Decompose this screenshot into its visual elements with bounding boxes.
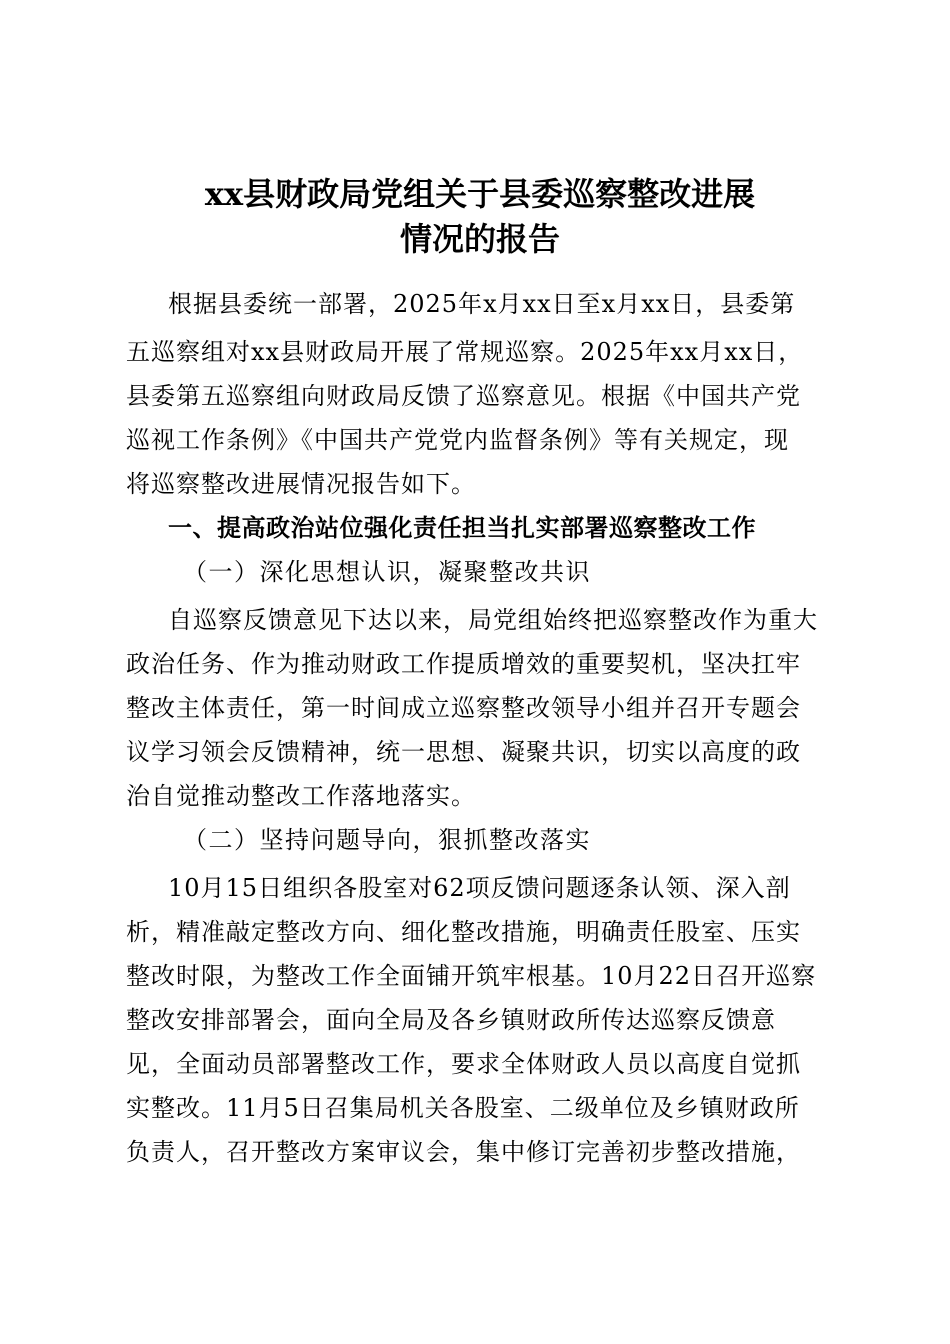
document-title-line-1: xx县财政局党组关于县委巡察整改进展 — [204, 175, 756, 213]
paragraph-line: 10月15日组织各股室对62项反馈问题逐条认领、深入剖 — [168, 874, 791, 902]
subsection-heading: （二）坚持问题导向，狠抓整改落实 — [183, 826, 591, 854]
subsection-heading: （一）深化思想认识，凝聚整改共识 — [183, 558, 591, 586]
paragraph-line: 整改主体责任，第一时间成立巡察整改领导小组并召开专题会 — [126, 694, 801, 722]
paragraph-line: 议学习领会反馈精神，统一思想、凝聚共识，切实以高度的政 — [126, 738, 801, 766]
intro-paragraph-line: 巡视工作条例》《中国共产党党内监督条例》等有关规定，现 — [126, 426, 789, 454]
paragraph-line: 整改安排部署会，面向全局及各乡镇财政所传达巡察反馈意 — [126, 1006, 776, 1034]
intro-paragraph-line: 将巡察整改进展情况报告如下。 — [126, 470, 476, 498]
paragraph-line: 政治任务、作为推动财政工作提质增效的重要契机，坚决扛牢 — [126, 650, 801, 678]
intro-paragraph-line: 五巡察组对xx县财政局开展了常规巡察。2025年xx月xx日， — [126, 338, 804, 366]
paragraph-line: 实整改。11月5日召集局机关各股室、二级单位及乡镇财政所 — [126, 1094, 800, 1122]
section-heading: 一、提高政治站位强化责任担当扎实部署巡察整改工作 — [168, 513, 756, 542]
intro-paragraph-line: 根据县委统一部署，2025年x月xx日至x月xx日，县委第 — [168, 290, 796, 318]
intro-paragraph-line: 县委第五巡察组向财政局反馈了巡察意见。根据《中国共产党 — [126, 382, 801, 410]
paragraph-line: 自巡察反馈意见下达以来，局党组始终把巡察整改作为重大 — [168, 606, 818, 634]
paragraph-line: 见，全面动员部署整改工作，要求全体财政人员以高度自觉抓 — [126, 1050, 801, 1078]
paragraph-line: 负责人，召开整改方案审议会，集中修订完善初步整改措施， — [126, 1138, 801, 1166]
paragraph-line: 整改时限，为整改工作全面铺开筑牢根基。10月22日召开巡察 — [126, 962, 817, 990]
paragraph-line: 治自觉推动整改工作落地落实。 — [126, 782, 476, 810]
document-title-line-2: 情况的报告 — [399, 220, 560, 258]
paragraph-line: 析，精准敲定整改方向、细化整改措施，明确责任股室、压实 — [126, 918, 801, 946]
